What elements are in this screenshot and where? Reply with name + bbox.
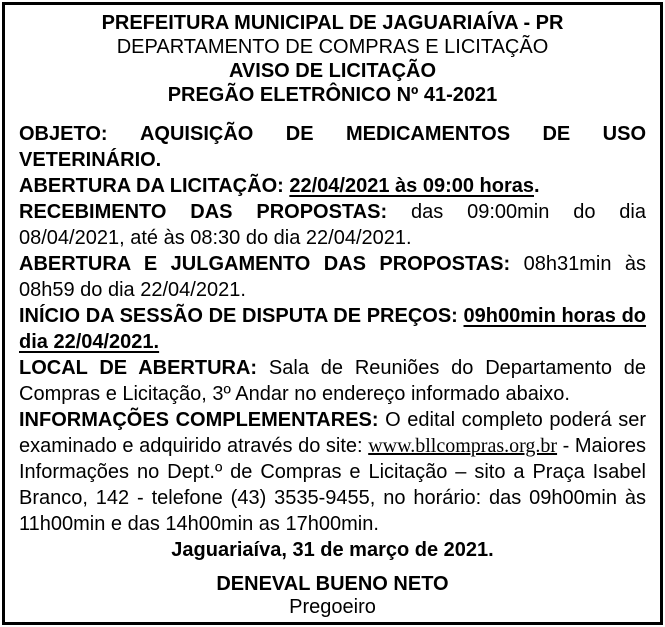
informacoes-text-after-link: - Maiores Informações no Dept.º de Compras e Licitação – sito a Praça Isabel Branco, 142 - telefone (43) 3535-9455, no horário: das 09h00min às 11h00min e das 14h00min as 17h00min. — [19, 435, 647, 535]
header-auction-number: PREGÃO ELETRÔNICO Nº 41-2021 — [167, 84, 498, 106]
header-department: DEPARTAMENTO DE COMPRAS E LICITAÇÃO — [116, 36, 549, 58]
inicio-date-underlined: 09h00min horas do dia 22/04/2021. — [19, 305, 647, 353]
informacoes-text-before-link: O edital completo poderá ser examinado e adquirido através do site: — [19, 409, 647, 457]
document-body — [19, 121, 646, 563]
inicio-label: INÍCIO DA SESSÃO DE DISPUTA DE PREÇOS: — [19, 305, 458, 327]
local-label: LOCAL DE ABERTURA: — [19, 357, 258, 379]
julgamento-text: 08h31min às 08h59 do dia 22/04/2021. — [19, 253, 646, 301]
paragraph-objeto — [19, 121, 646, 173]
header-notice-type: AVISO DE LICITAÇÃO — [228, 60, 437, 82]
body-signature-spacer — [19, 563, 646, 573]
document-border-frame — [2, 2, 663, 625]
paragraph-informacoes — [19, 407, 646, 537]
objeto-label: OBJETO: — [19, 123, 108, 145]
paragraph-recebimento — [19, 199, 646, 251]
signature-name: DENEVAL BUENO NETO — [216, 573, 449, 595]
abertura-date-underlined: 22/04/2021 às 09:00 horas — [289, 175, 534, 197]
local-text: Sala de Reuniões do Departamento de Compras e Licitação, 3º Andar no endereço informado abaixo. — [19, 357, 647, 405]
paragraph-julgamento — [19, 251, 646, 303]
header-title: PREFEITURA MUNICIPAL DE JAGUARIAÍVA - PR — [101, 12, 564, 34]
abertura-label: ABERTURA DA LICITAÇÃO: — [19, 175, 284, 197]
recebimento-text: das 09:00min do dia 08/04/2021, até às 08:30 do dia 22/04/2021. — [19, 201, 646, 249]
julgamento-label: ABERTURA E JULGAMENTO DAS PROPOSTAS: — [19, 253, 511, 275]
bllcompras-link[interactable]: www.bllcompras.org.br — [368, 435, 558, 457]
signature-role: Pregoeiro — [289, 596, 376, 618]
signature-block — [19, 573, 646, 619]
header-body-spacer — [19, 107, 646, 121]
paragraph-inicio-sessao — [19, 303, 646, 355]
objeto-text: AQUISIÇÃO DE MEDICAMENTOS DE USO VETERINÁRIO. — [19, 123, 647, 171]
informacoes-label: INFORMAÇÕES COMPLEMENTARES: — [19, 409, 379, 431]
paragraph-abertura-licitacao — [19, 173, 646, 199]
paragraph-local-abertura — [19, 355, 646, 407]
abertura-suffix: . — [534, 175, 540, 197]
document-header — [19, 11, 646, 107]
date-line: Jaguariaíva, 31 de março de 2021. — [171, 539, 494, 561]
recebimento-label: RECEBIMENTO DAS PROPOSTAS: — [19, 201, 388, 223]
